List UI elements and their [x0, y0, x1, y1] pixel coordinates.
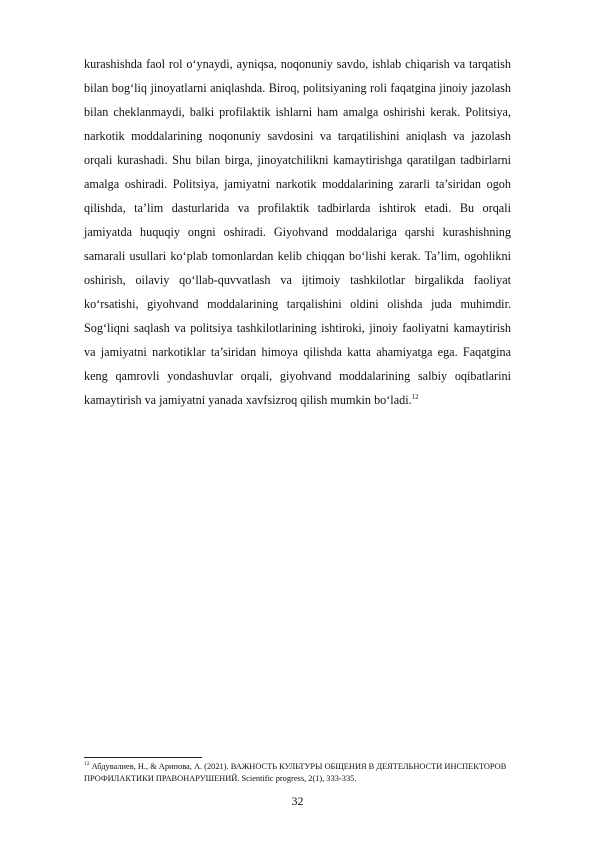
footnote-text: Абдувалиев, Н., & Арипова, А. (2021). ВАЖНОСТЬ КУЛЬТУРЫ ОБЩЕНИЯ В ДЕЯТЕЛЬНОСТИ ИНСПЕКТОРОВ ПРОФИЛАКТИКИ ПРАВОНАРУШЕНИЙ. Scientific progress, 2(1), 333-335.	[84, 762, 507, 783]
footnote	[84, 761, 524, 784]
footnote-marker: 12	[84, 761, 90, 768]
footnote-reference[interactable]: 12	[411, 392, 419, 401]
body-paragraph	[84, 52, 511, 412]
footnote-separator	[84, 757, 202, 758]
page-number: 32	[291, 794, 304, 808]
paragraph-text: kurashishda faol rol o‘ynaydi, ayniqsa, noqonuniy savdo, ishlab chiqarish va tarqatish bilan bog‘liq jinoyatlarni aniqlashda. Biroq, politsiyaning roli faqatgina jinoiy jazolash bilan cheklanmaydi, balki profilaktik ishlarni ham amalga oshirishi kerak. Politsiya, narkotik moddalarining noqonuniy savdosini va tarqatilishini aniqlash va jazolash orqali kurashadi. Shu bilan birga, jinoyatchilikni kamaytirishga qaratilgan tadbirlarni amalga oshiradi. Politsiya, jamiyatni narkotik moddalarining zararli ta’siridan ogoh qilishda, ta’lim dasturlarida va profilaktik tadbirlarda ishtirok etadi. Bu orqali jamiyatda huquqiy ongni oshiradi. Giyohvand moddalariga qarshi kurashishning samarali usullari ko‘plab tomonlardan kelib chiqqan bo‘lishi kerak. Ta’lim, ogohlikni oshirish, oilaviy qo‘llab-quvvatlash va ijtimoiy tashkilotlar birgalikda faoliyat ko‘rsatishi, giyohvand moddalarining tarqalishini oldini olishda juda muhimdir. Sog‘liqni saqlash va politsiya tashkilotlarining ishtiroki, jinoiy faoliyatni kamaytirish va jamiyatni narkotiklar ta’siridan himoya qilishda katta ahamiyatga ega. Faqatgina keng qamrovli yondashuvlar orqali, giyohvand moddalarining salbiy oqibatlarini kamaytirish va jamiyatni yanada xavfsizroq qilish mumkin bo‘ladi.	[84, 57, 511, 407]
